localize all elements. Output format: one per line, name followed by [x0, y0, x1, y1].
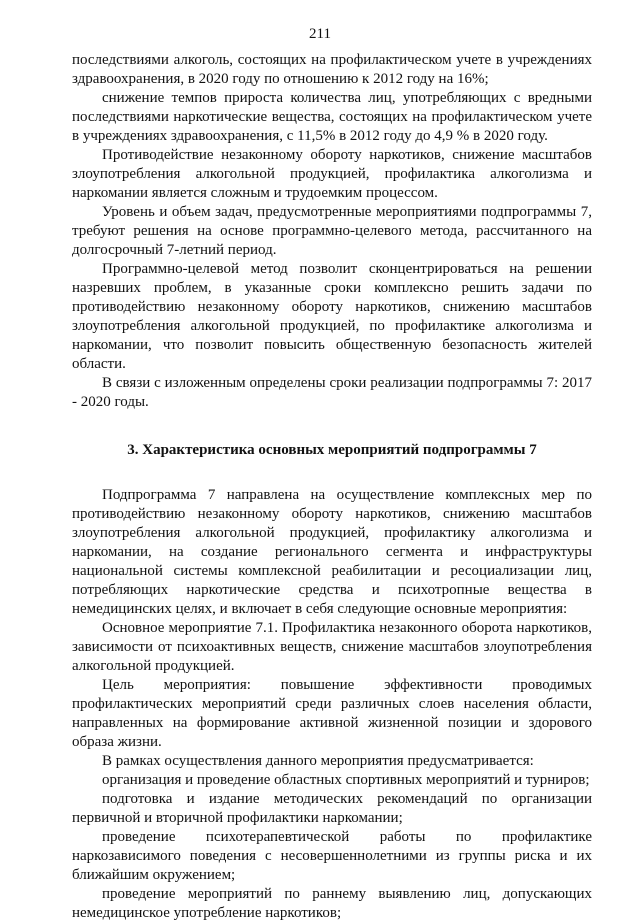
list-item: организация и проведение областных спортивных мероприятий и турниров;: [102, 772, 590, 788]
paragraph: В рамках осуществления данного мероприятия предусматривается:: [102, 753, 534, 769]
paragraph: последствиями алкоголь, состоящих на профилактическом учете в учреждениях здравоохранения, в 2020 году по отношению к 2012 году на 16%;: [72, 52, 592, 87]
paragraph: Подпрограмма 7 направлена на осуществление комплексных мер по противодействию незаконному обороту наркотиков, снижению масштабов злоупотребления алкогольной продукцией, профилактику алкоголизма и наркомании, на создание регионального сегмента и инфраструктуры национальной системы комплексной реабилитации и ресоциализации лиц, потребляющих наркотические средства и психотропные вещества в немедицинских целях, и включает в себя следующие основные мероприятия:: [72, 487, 592, 617]
paragraph: Программно-целевой метод позволит сконцентрироваться на решении назревших проблем, в указанные сроки комплексно решить задачи по противодействию незаконному обороту наркотиков, снижению масштабов злоупотребления алкогольной продукцией, по профилактике алкоголизма и наркомании, что позволит повысить общественную безопасность жителей области.: [72, 261, 592, 372]
list-item: проведение психотерапевтической работы по профилактике наркозависимого поведения с несовершеннолетними из группы риска и их ближайшим окружением;: [72, 829, 592, 883]
section-heading: 3. Характеристика основных мероприятий подпрограммы 7: [127, 442, 537, 458]
paragraph: Противодействие незаконному обороту наркотиков, снижение масштабов злоупотребления алкогольной продукцией, профилактика алкоголизма и наркомании является сложным и трудоемким процессом.: [72, 147, 592, 201]
paragraph: Уровень и объем задач, предусмотренные мероприятиями подпрограммы 7, требуют решения на основе программно-целевого метода, рассчитанного на долгосрочный 7-летний период.: [72, 204, 592, 258]
paragraph: В связи с изложенным определены сроки реализации подпрограммы 7: 2017 - 2020 годы.: [72, 375, 592, 410]
list-item: подготовка и издание методических рекомендаций по организации первичной и вторичной профилактики наркомании;: [72, 791, 592, 826]
paragraph: снижение темпов прироста количества лиц, употребляющих с вредными последствиями наркотические вещества, состоящих на профилактическом учете в учреждениях здравоохранения, с 11,5% в 2012 году до 4,9 % в 2020 году.: [72, 90, 592, 144]
paragraph: Цель мероприятия: повышение эффективности проводимых профилактических мероприятий среди различных слоев населения области, направленных на формирование активной жизненной позиции и здорового образа жизни.: [72, 677, 592, 750]
paragraph: Основное мероприятие 7.1. Профилактика незаконного оборота наркотиков, зависимости от психоактивных веществ, снижение масштабов злоупотребления алкогольной продукцией.: [72, 620, 592, 674]
document-body: [72, 51, 592, 923]
list-item: проведение мероприятий по раннему выявлению лиц, допускающих немедицинское употребление наркотиков;: [72, 886, 592, 921]
page-number: 211: [309, 26, 331, 42]
